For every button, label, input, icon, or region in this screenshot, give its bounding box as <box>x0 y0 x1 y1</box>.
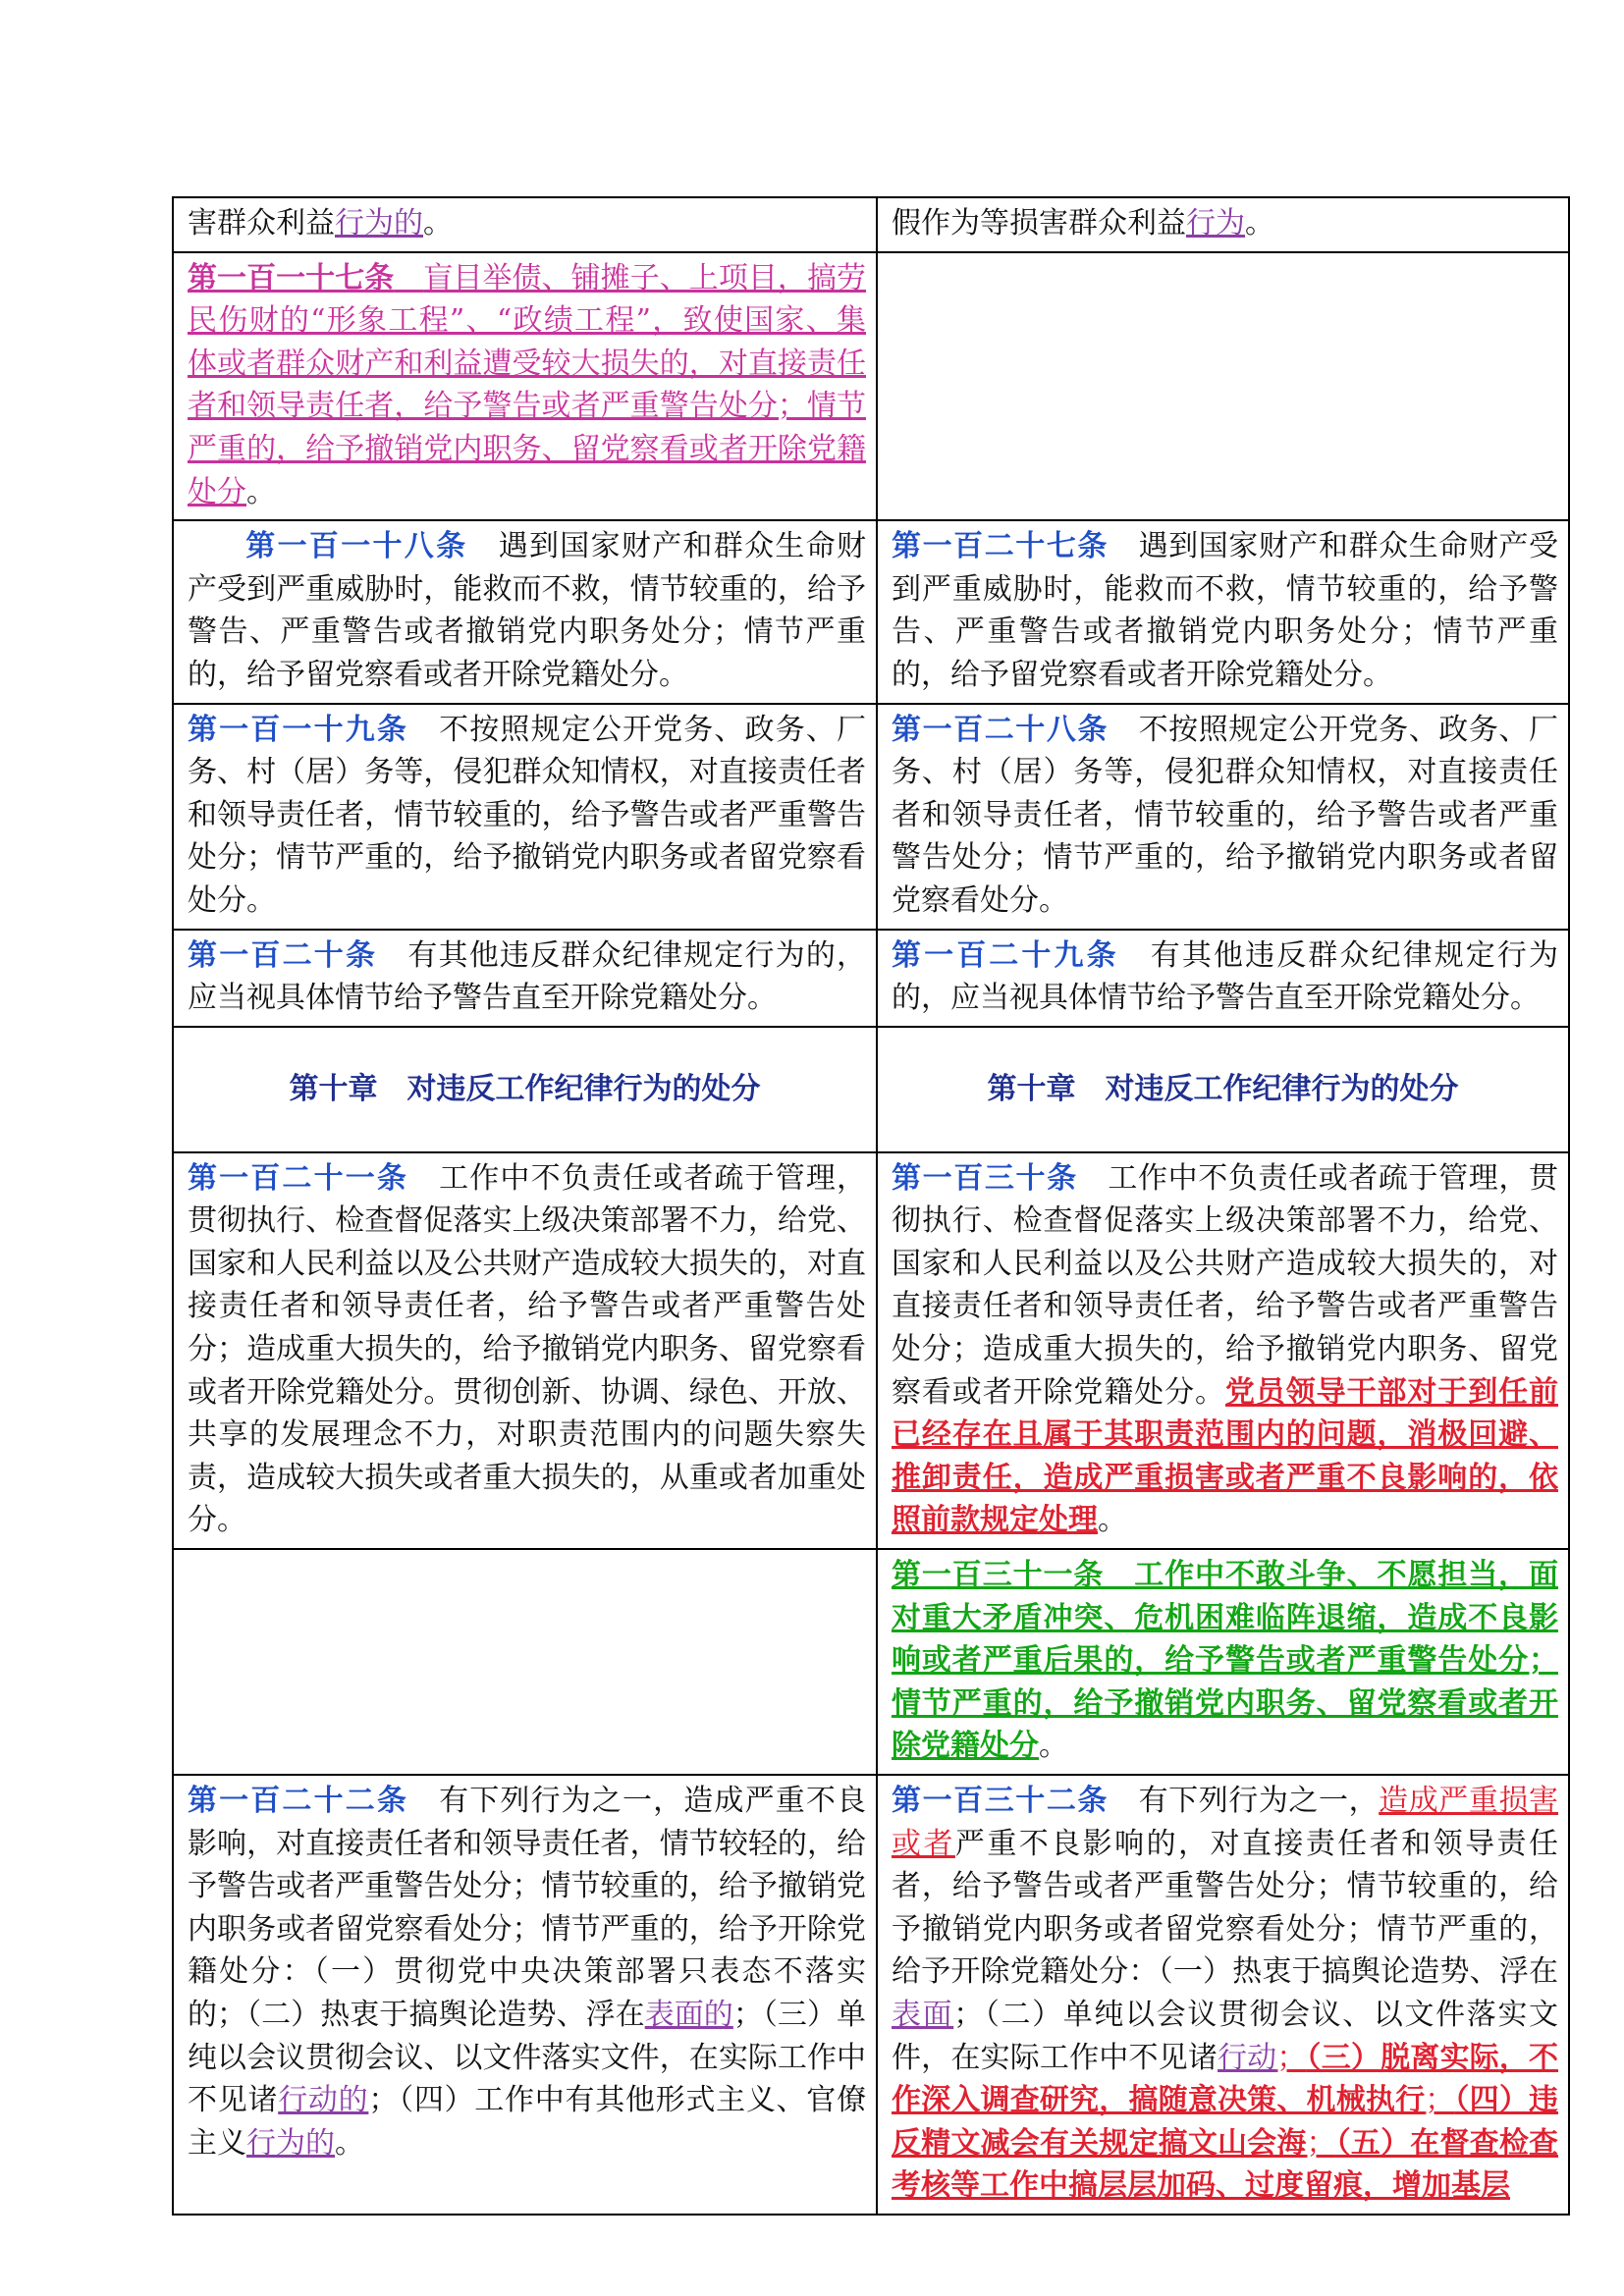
article-text: 遇到国家财产和群众生命财产受到严重威胁时，能救而不救，情节较重的，给予警告、严重警告或者撤销党内职务处分；情节严重的，给予留党察看或者开除党籍处分。 <box>892 529 1558 692</box>
text: 害群众利益 <box>188 206 335 240</box>
deleted-text: 行为的 <box>246 2125 335 2161</box>
article-text: 有其他违反群众纪律规定行为的，应当视具体情节给予警告直至开除党籍处分。 <box>188 937 867 1016</box>
modified-text: 行为 <box>1186 206 1245 240</box>
chapter-number: 第十章 <box>289 1071 378 1106</box>
article-text: 工作中不负责任或者疏于管理，贯彻执行、检查督促落实上级决策部署不力，给党、国家和人民利益以及公共财产造成较大损失的，对直接责任者和领导责任者，给予警告或者严重警告处分；造成重大损失的，给予撤销党内职务、留党察看或者开除党籍处分。贯彻创新、协调、绿色、开放、共享的发展理念不力，对职责范围内的问题失察失责，造成较大损失或者重大损失的，从重或者加重处分。 <box>188 1160 866 1538</box>
article-number: 第一百二十七条 <box>892 529 1109 564</box>
deleted-article-text: 盲目举债、铺摊子、上项目，搞劳民伤财的“形象工程”、“政绩工程”，致使国家、集体或者群众财产和利益遭受较大损失的，对直接责任者和领导责任者，给予警告或者严重警告处分；情节严重的，给予撤销党内职务、留党察看或者开除党籍处分 <box>188 260 867 509</box>
new-article-cell <box>877 930 1569 1027</box>
table-row <box>173 1775 1569 2215</box>
text: 。 <box>246 474 276 509</box>
article-number: 第一百二十二条 <box>188 1784 408 1818</box>
modified-text: 行动 <box>1218 2040 1277 2075</box>
chapter-heading-old <box>173 1027 877 1152</box>
new-article-cell <box>877 197 1569 252</box>
new-article-cell <box>877 520 1569 703</box>
empty-cell <box>877 252 1569 521</box>
article-number: 第一百一十九条 <box>188 712 408 747</box>
new-article-text: 第一百三十一条 工作中不敢斗争、不愿担当，面对重大矛盾冲突、危机困难临阵退缩，造成不良影响或者严重后果的，给予警告或者严重警告处分；情节严重的，给予撤销党内职务、留党察看或者开除党籍处分 <box>892 1558 1558 1764</box>
article-number: 第一百三十二条 <box>892 1784 1109 1818</box>
chapter-number: 第十章 <box>987 1071 1076 1106</box>
deleted-text: 行动的 <box>278 2083 369 2118</box>
deleted-text: 行为的 <box>335 206 423 240</box>
old-article-cell <box>173 197 877 252</box>
old-article-cell <box>173 252 877 521</box>
new-article-cell <box>877 1152 1569 1549</box>
chapter-title: 对违反工作纪律行为的处分 <box>1105 1071 1459 1106</box>
article-text: 有其他违反群众纪律规定行为的，应当视具体情节给予警告直至开除党籍处分。 <box>892 937 1559 1016</box>
article-text: ；（三）单纯以会议贯彻会议、以文件落实文件，在实际工作中不见诸 <box>188 1997 867 2118</box>
article-number: 第一百一十七条 <box>188 260 395 295</box>
article-number: 第一百一十八条 <box>244 529 468 564</box>
old-article-cell <box>173 1152 877 1549</box>
article-number: 第一百二十条 <box>188 937 378 973</box>
article-text: 严重不良影响的，对直接责任者和领导责任者，给予警告或者严重警告处分；情节较重的，给予撤销党内职务或者留党察看处分；情节严重的，给予开除党籍处分：（一）热衷于搞舆论造势、浮在 <box>892 1826 1559 1990</box>
regulation-comparison-table <box>172 196 1570 2216</box>
article-text: 遇到国家财产和群众生命财产受到严重威胁时，能救而不救，情节较重的，给予警告、严重警告或者撤销党内职务处分；情节严重的，给予留党察看或者开除党籍处分。 <box>188 529 867 692</box>
table-row <box>173 197 1569 252</box>
article-text: 不按照规定公开党务、政务、厂务、村（居）务等，侵犯群众知情权，对直接责任者和领导责任者，情节较重的，给予警告或者严重警告处分；情节严重的，给予撤销党内职务或者留党察看处分。 <box>188 712 866 918</box>
article-number: 第一百二十九条 <box>892 937 1119 973</box>
inserted-text: ； <box>1306 2125 1336 2161</box>
table-row <box>173 930 1569 1027</box>
comparison-page <box>172 196 1568 2216</box>
inserted-text: ； <box>1276 2040 1307 2075</box>
old-article-cell <box>173 704 877 930</box>
inserted-text: （三）脱离实际，不作深入调查研究，搞随意决策、机械执行 <box>892 2040 1559 2118</box>
new-article-cell <box>877 704 1569 930</box>
article-text: 不按照规定公开党务、政务、厂务、村（居）务等，侵犯群众知情权，对直接责任者和领导责任者，情节较重的，给予警告或者严重警告处分；情节严重的，给予撤销党内职务或者留党察看处分。 <box>892 712 1558 918</box>
new-article-cell <box>877 1549 1569 1775</box>
inserted-text: 造成严重损害或者 <box>892 1784 1559 1861</box>
text: 。 <box>1245 206 1274 240</box>
inserted-text: （四）违反精文减会有关规定搞文山会海 <box>892 2083 1559 2161</box>
text: 。 <box>335 2125 364 2161</box>
table-row <box>173 520 1569 703</box>
old-article-cell <box>173 1775 877 2215</box>
empty-cell <box>173 1549 877 1775</box>
inserted-text: 党员领导干部对于到任前已经存在且属于其职责范围内的问题，消极回避、推卸责任，造成严重损害或者严重不良影响的，依照前款规定处理 <box>892 1374 1559 1538</box>
old-article-cell <box>173 930 877 1027</box>
table-row <box>173 252 1569 521</box>
text: 。 <box>1098 1503 1127 1538</box>
new-article-cell <box>877 1775 1569 2215</box>
modified-text: 表面 <box>892 1997 954 2032</box>
text: 假作为等损害群众利益 <box>892 206 1186 240</box>
article-number: 第一百二十一条 <box>188 1160 408 1196</box>
table-row <box>173 704 1569 930</box>
article-number: 第一百二十八条 <box>892 712 1109 747</box>
inserted-text: （五）在督查检查考核等工作中搞层层加码、过度留痕，增加基层 <box>892 2125 1559 2204</box>
deleted-text: 表面的 <box>644 1997 733 2032</box>
chapter-row <box>173 1027 1569 1152</box>
inserted-text: ； <box>1425 2083 1455 2118</box>
article-text: 工作中不负责任或者疏于管理，贯彻执行、检查督促落实上级决策部署不力，给党、国家和人民利益以及公共财产造成较大损失的，对直接责任者和领导责任者，给予警告或者严重警告处分；造成重大损失的，给予撤销党内职务、留党察看或者开除党籍处分。 <box>892 1160 1559 1410</box>
article-text: 有下列行为之一，造成严重不良影响，对直接责任者和领导责任者，情节较轻的，给予警告或者严重警告处分；情节较重的，给予撤销党内职务或者留党察看处分；情节严重的，给予开除党籍处分：（一）贯彻党中央决策部署只表态不落实的；（二）热衷于搞舆论造势、浮在 <box>188 1784 866 2032</box>
article-text: ；（二）单纯以会议贯彻会议、以文件落实文件，在实际工作中不见诸 <box>892 1997 1559 2075</box>
chapter-heading-new <box>877 1027 1569 1152</box>
article-text: ；（四）工作中有其他形式主义、官僚主义 <box>188 2083 867 2161</box>
text: 。 <box>423 206 453 240</box>
article-text: 有下列行为之一， <box>1138 1784 1380 1818</box>
text: 。 <box>1039 1729 1068 1764</box>
chapter-title: 对违反工作纪律行为的处分 <box>406 1071 761 1106</box>
old-article-cell <box>173 520 877 703</box>
table-row <box>173 1549 1569 1775</box>
table-row <box>173 1152 1569 1549</box>
article-number: 第一百三十条 <box>892 1160 1078 1196</box>
